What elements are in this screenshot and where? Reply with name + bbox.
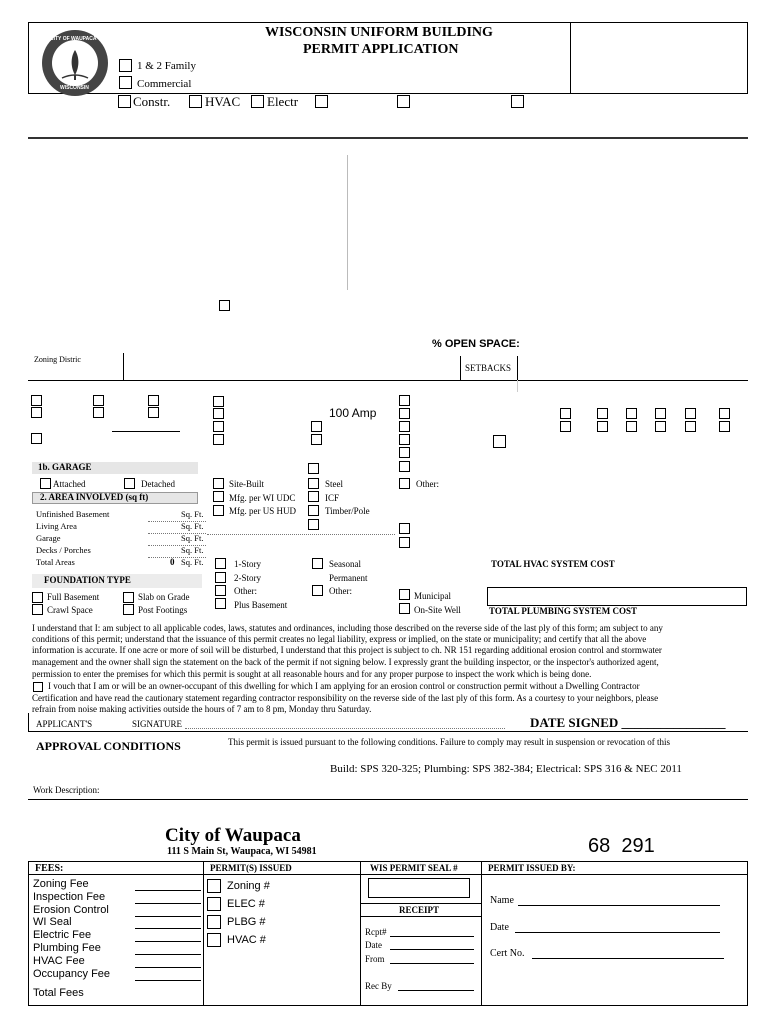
label-1-story: 1-Story bbox=[234, 559, 261, 569]
label-attached: Attached bbox=[53, 479, 86, 489]
zoning-tick-2 bbox=[460, 356, 461, 380]
statement-line2: conditions of this permit; understand that the issuance of this permit creates no legal liability, express or implied, on the state or municipality; and certify that all the above bbox=[32, 634, 647, 644]
checkbox-d4[interactable] bbox=[213, 434, 224, 445]
checkbox-f3[interactable] bbox=[399, 421, 410, 432]
checkbox-seasonal[interactable] bbox=[312, 558, 323, 569]
permit-label: HVAC # bbox=[227, 934, 266, 946]
seal-bottom-text: WISCONSIN bbox=[60, 85, 89, 91]
foundation-heading: FOUNDATION TYPE bbox=[44, 575, 131, 585]
fees-heading: FEES: bbox=[35, 863, 64, 874]
receipt-heading: RECEIPT bbox=[399, 905, 440, 915]
statement-line3: information is accurate. If one acre or more of soil will be disturbed, I understand that this project is subject to ch. NR 151 regarding additional erosion control and stormwater bbox=[32, 645, 662, 655]
permit-label: PLBG # bbox=[227, 916, 266, 928]
label-municipal: Municipal bbox=[414, 591, 451, 601]
seal-top-text: CITY OF WAUPACA bbox=[50, 36, 97, 42]
checkbox-a2[interactable] bbox=[31, 407, 42, 418]
checkbox-i1[interactable] bbox=[308, 463, 319, 474]
city-seal bbox=[30, 28, 120, 98]
checkbox-a1[interactable] bbox=[31, 395, 42, 406]
statement-line4: management and the owner shall sign the statement on the back of the permit if not signing below. I expressly grant the building inspector, or the inspector's authorized agent, bbox=[32, 657, 659, 667]
checkbox-h1[interactable] bbox=[560, 408, 571, 419]
checkbox-1-story[interactable] bbox=[215, 558, 226, 569]
checkbox-j1[interactable] bbox=[399, 523, 410, 534]
area-row-unit: Sq. Ft. bbox=[181, 509, 204, 519]
owner-contractor-divider bbox=[347, 155, 348, 290]
area-row-unit: Sq. Ft. bbox=[181, 521, 204, 531]
plumbing-cost-field[interactable] bbox=[487, 587, 747, 606]
work-description-label: Work Description: bbox=[33, 785, 100, 795]
checkbox-g1[interactable] bbox=[493, 435, 506, 448]
approval-heading: APPROVAL CONDITIONS bbox=[36, 739, 181, 753]
open-space-label: % OPEN SPACE: bbox=[432, 338, 520, 350]
label-use-other: Other: bbox=[329, 586, 352, 596]
fee-label: WI Seal bbox=[33, 916, 72, 929]
checkbox-d1[interactable] bbox=[213, 396, 224, 407]
approval-codes: Build: SPS 320-325; Plumbing: SPS 382-384; Electrical: SPS 316 & NEC 2011 bbox=[330, 763, 682, 775]
checkbox-misc[interactable] bbox=[219, 300, 230, 311]
area-row-unit: Sq. Ft. bbox=[181, 533, 204, 543]
statement-line5: permission to enter the premises for which this permit is sought at all reasonable hours and for any proper purpose to inspect the work which is being done. bbox=[32, 669, 592, 679]
checkbox-h11[interactable] bbox=[719, 408, 730, 419]
fees-col-divider-3 bbox=[481, 861, 482, 1006]
zoning-district-label: Zoning Distric bbox=[34, 355, 81, 364]
area-row-label: Decks / Porches bbox=[36, 545, 91, 555]
label-hvac: HVAC bbox=[205, 94, 241, 109]
fee-label: Zoning Fee bbox=[33, 878, 89, 890]
signature-tick bbox=[28, 713, 29, 731]
total-fees-label: Total Fees bbox=[33, 987, 84, 999]
seal-number-field[interactable] bbox=[368, 878, 470, 898]
checkbox-d3[interactable] bbox=[213, 421, 224, 432]
area-line-1 bbox=[148, 521, 206, 522]
checkbox-steel[interactable] bbox=[308, 478, 319, 489]
city-name: City of Waupaca bbox=[165, 825, 301, 846]
label-2-story: 2-Story bbox=[234, 573, 261, 583]
zoning-tick-3 bbox=[517, 356, 518, 380]
area-line-4 bbox=[148, 557, 206, 558]
rec-by-label: Rec By bbox=[365, 981, 392, 991]
checkbox-c2[interactable] bbox=[148, 407, 159, 418]
fees-col-divider-2 bbox=[360, 861, 361, 1006]
zoning-line bbox=[28, 380, 748, 381]
form-title-line2: PERMIT APPLICATION bbox=[303, 42, 459, 57]
checkbox-use-other[interactable] bbox=[312, 585, 323, 596]
fee-label: HVAC Fee bbox=[33, 954, 85, 967]
label-icf: ICF bbox=[325, 493, 340, 503]
area-row-label: Living Area bbox=[36, 521, 77, 531]
header-divider bbox=[570, 22, 571, 94]
issued-by-heading: PERMIT ISSUED BY: bbox=[488, 863, 576, 873]
statement-line8: refrain from noise making activities outside the hours of 7 am to 8 pm, Monday thru Saturday. bbox=[32, 704, 372, 714]
receipt-bottom-line bbox=[360, 916, 481, 917]
checkbox-h12[interactable] bbox=[719, 421, 730, 432]
checkbox-d2[interactable] bbox=[213, 408, 224, 419]
issued-name-field[interactable] bbox=[518, 905, 720, 906]
checkbox-electr[interactable] bbox=[251, 95, 264, 108]
checkbox-stories-other[interactable] bbox=[215, 585, 226, 596]
checkbox-slab[interactable] bbox=[123, 592, 134, 603]
issued-name-label: Name bbox=[490, 895, 514, 906]
checkbox-e1[interactable] bbox=[311, 421, 322, 432]
setbacks-label: SETBACKS bbox=[465, 363, 512, 373]
fee-label: Electric Fee bbox=[33, 929, 92, 942]
checkbox-site-built[interactable] bbox=[213, 478, 224, 489]
label-plus-basement: Plus Basement bbox=[234, 600, 288, 610]
checkbox-other-construction[interactable] bbox=[399, 478, 410, 489]
permits-heading: PERMIT(S) ISSUED bbox=[210, 863, 292, 873]
checkbox-2-story[interactable] bbox=[215, 572, 226, 583]
checkbox-i2[interactable] bbox=[308, 519, 319, 530]
checkbox-a3[interactable] bbox=[31, 433, 42, 444]
form-title-line1: WISCONSIN UNIFORM BUILDING bbox=[265, 25, 493, 40]
label-permanent: Permanent bbox=[329, 573, 368, 583]
checkbox-plus-basement[interactable] bbox=[215, 598, 226, 609]
signature-label: SIGNATURE bbox=[132, 719, 183, 729]
fee-label: Plumbing Fee bbox=[33, 942, 101, 954]
receipt-top-line bbox=[360, 903, 481, 904]
work-description-line[interactable] bbox=[28, 799, 748, 800]
area-row-unit: Sq. Ft. bbox=[181, 545, 204, 555]
label-onsite-well: On-Site Well bbox=[414, 605, 461, 615]
zoning-tick-1 bbox=[123, 353, 124, 380]
area-row-label: Total Areas bbox=[36, 557, 75, 567]
checkbox-owner-occupant[interactable] bbox=[33, 682, 43, 692]
checkbox-b2[interactable] bbox=[93, 407, 104, 418]
label-crawl: Crawl Space bbox=[47, 605, 93, 615]
label-100-amp: 100 Amp bbox=[329, 406, 377, 420]
rcpt-label: Rcpt# bbox=[365, 927, 387, 937]
label-1-2-family: 1 & 2 Family bbox=[137, 60, 196, 72]
area-line-2 bbox=[148, 533, 206, 534]
date-signed-label: DATE SIGNED ________________ bbox=[530, 715, 726, 730]
checkbox-h5[interactable] bbox=[626, 408, 637, 419]
fee-amount-field[interactable] bbox=[135, 941, 201, 942]
zoning-tick-4 bbox=[517, 380, 518, 392]
cert-no-label: Cert No. bbox=[490, 948, 525, 959]
label-slab: Slab on Grade bbox=[138, 592, 190, 602]
checkbox-h10[interactable] bbox=[685, 421, 696, 432]
area-row-label: Unfinished Basement bbox=[36, 509, 110, 519]
label-full-basement: Full Basement bbox=[47, 592, 100, 602]
statement-line7: Certification and have read the cautionary statement regarding contractor responsibility on the reverse side of the last ply of this form. As a courtesy to your neighbors, please bbox=[32, 693, 659, 703]
checkbox-f4[interactable] bbox=[399, 434, 410, 445]
area-row-label: Garage bbox=[36, 533, 61, 543]
garage-heading: 1b. GARAGE bbox=[38, 462, 92, 472]
checkbox-constr[interactable] bbox=[118, 95, 131, 108]
permit-checkbox[interactable] bbox=[207, 897, 221, 911]
label-stories-other: Other: bbox=[234, 586, 257, 596]
fee-label: Occupancy Fee bbox=[33, 967, 111, 980]
permit-label: Zoning # bbox=[227, 880, 270, 892]
area-heading: 2. AREA INVOLVED (sq ft) bbox=[40, 492, 149, 502]
fee-label: Erosion Control bbox=[33, 903, 109, 916]
issued-date-field[interactable] bbox=[515, 932, 720, 933]
checkbox-h2[interactable] bbox=[560, 421, 571, 432]
from-label: From bbox=[365, 954, 385, 964]
rcpt-field[interactable] bbox=[390, 936, 474, 937]
checkbox-mfg-udc[interactable] bbox=[213, 491, 224, 502]
applicants-label: APPLICANT'S bbox=[36, 719, 93, 729]
checkbox-hvac[interactable] bbox=[189, 95, 202, 108]
fee-amount-field[interactable] bbox=[135, 967, 201, 968]
area-row-value[interactable]: 0 bbox=[170, 557, 175, 567]
rec-by-field[interactable] bbox=[398, 990, 474, 991]
issued-date-label: Date bbox=[490, 922, 509, 933]
plumbing-cost-label: TOTAL PLUMBING SYSTEM COST bbox=[489, 606, 637, 616]
checkbox-mfg-hud[interactable] bbox=[213, 505, 224, 516]
mid-dotted-line bbox=[207, 534, 395, 535]
fee-amount-field[interactable] bbox=[135, 980, 201, 981]
checkbox-h4[interactable] bbox=[597, 421, 608, 432]
permit-checkbox[interactable] bbox=[207, 879, 221, 893]
checkbox-plumbing[interactable] bbox=[315, 95, 328, 108]
fee-amount-field[interactable] bbox=[135, 890, 201, 891]
checkbox-h6[interactable] bbox=[626, 421, 637, 432]
permit-number: 68 291 bbox=[588, 835, 655, 857]
checkbox-icf[interactable] bbox=[308, 491, 319, 502]
checkbox-1-2-family[interactable] bbox=[119, 59, 132, 72]
signature-dotline bbox=[185, 728, 505, 729]
fee-amount-field[interactable] bbox=[135, 916, 201, 917]
area-row-unit: Sq. Ft. bbox=[181, 557, 204, 567]
label-seasonal: Seasonal bbox=[329, 559, 361, 569]
label-mfg-udc: Mfg. per WI UDC bbox=[229, 493, 296, 503]
checkbox-f5[interactable] bbox=[399, 447, 410, 458]
checkbox-h9[interactable] bbox=[685, 408, 696, 419]
permit-checkbox[interactable] bbox=[207, 933, 221, 947]
label-electr: Electr bbox=[267, 94, 299, 109]
checkbox-f6[interactable] bbox=[399, 461, 410, 472]
label-other-construction: Other: bbox=[416, 479, 439, 489]
fee-amount-field[interactable] bbox=[135, 903, 201, 904]
from-field[interactable] bbox=[390, 963, 474, 964]
receipt-date-field[interactable] bbox=[390, 949, 474, 950]
checkbox-onsite-well[interactable] bbox=[399, 603, 410, 614]
checkbox-h3[interactable] bbox=[597, 408, 608, 419]
divider-line bbox=[28, 137, 748, 139]
checkbox-f2[interactable] bbox=[399, 408, 410, 419]
checkbox-attached[interactable] bbox=[40, 478, 51, 489]
area-line-3 bbox=[148, 545, 206, 546]
city-address: 111 S Main St, Waupaca, WI 54981 bbox=[167, 846, 317, 857]
receipt-date-label: Date bbox=[365, 940, 382, 950]
checkbox-f1[interactable] bbox=[399, 395, 410, 406]
checkbox-type-6[interactable] bbox=[511, 95, 524, 108]
input-line-a[interactable] bbox=[112, 431, 180, 432]
label-constr: Constr. bbox=[133, 94, 171, 109]
fee-amount-field[interactable] bbox=[135, 928, 201, 929]
checkbox-e2[interactable] bbox=[311, 434, 322, 445]
checkbox-post[interactable] bbox=[123, 604, 134, 615]
permit-checkbox[interactable] bbox=[207, 915, 221, 929]
fee-amount-field[interactable] bbox=[135, 954, 201, 955]
checkbox-type-5[interactable] bbox=[397, 95, 410, 108]
permit-label: ELEC # bbox=[227, 898, 265, 910]
checkbox-timber[interactable] bbox=[308, 505, 319, 516]
label-detached: Detached bbox=[141, 479, 175, 489]
signature-line[interactable] bbox=[28, 731, 748, 732]
label-post: Post Footings bbox=[138, 605, 188, 615]
hvac-cost-label: TOTAL HVAC SYSTEM COST bbox=[491, 559, 615, 569]
statement-line1: I understand that I: am subject to all applicable codes, laws, statutes and ordinances, including those described on the reverse side of the last ply of this form; am subject to any bbox=[32, 623, 663, 633]
seal-heading: WIS PERMIT SEAL # bbox=[370, 863, 458, 873]
checkbox-c1[interactable] bbox=[148, 395, 159, 406]
approval-text: This permit is issued pursuant to the following conditions. Failure to comply may result in suspension or revocation of this bbox=[228, 737, 670, 747]
label-commercial: Commercial bbox=[137, 78, 192, 90]
fees-col-divider-1 bbox=[203, 861, 204, 1006]
label-mfg-hud: Mfg. per US HUD bbox=[229, 506, 296, 516]
checkbox-detached[interactable] bbox=[124, 478, 135, 489]
checkbox-full-basement[interactable] bbox=[32, 592, 43, 603]
cert-no-field[interactable] bbox=[532, 958, 724, 959]
label-steel: Steel bbox=[325, 479, 343, 489]
checkbox-crawl[interactable] bbox=[32, 604, 43, 615]
checkbox-h8[interactable] bbox=[655, 421, 666, 432]
checkbox-j2[interactable] bbox=[399, 537, 410, 548]
statement-line6: I vouch that I am or will be an owner-occupant of this dwelling for which I am applying for an erosion control or construction permit without a Dwelling Contractor bbox=[48, 681, 640, 691]
checkbox-commercial[interactable] bbox=[119, 76, 132, 89]
label-timber: Timber/Pole bbox=[325, 506, 370, 516]
label-site-built: Site-Built bbox=[229, 479, 265, 489]
fees-header-line bbox=[28, 874, 748, 875]
checkbox-h7[interactable] bbox=[655, 408, 666, 419]
fee-label: Inspection Fee bbox=[33, 890, 106, 903]
checkbox-b1[interactable] bbox=[93, 395, 104, 406]
checkbox-municipal[interactable] bbox=[399, 589, 410, 600]
